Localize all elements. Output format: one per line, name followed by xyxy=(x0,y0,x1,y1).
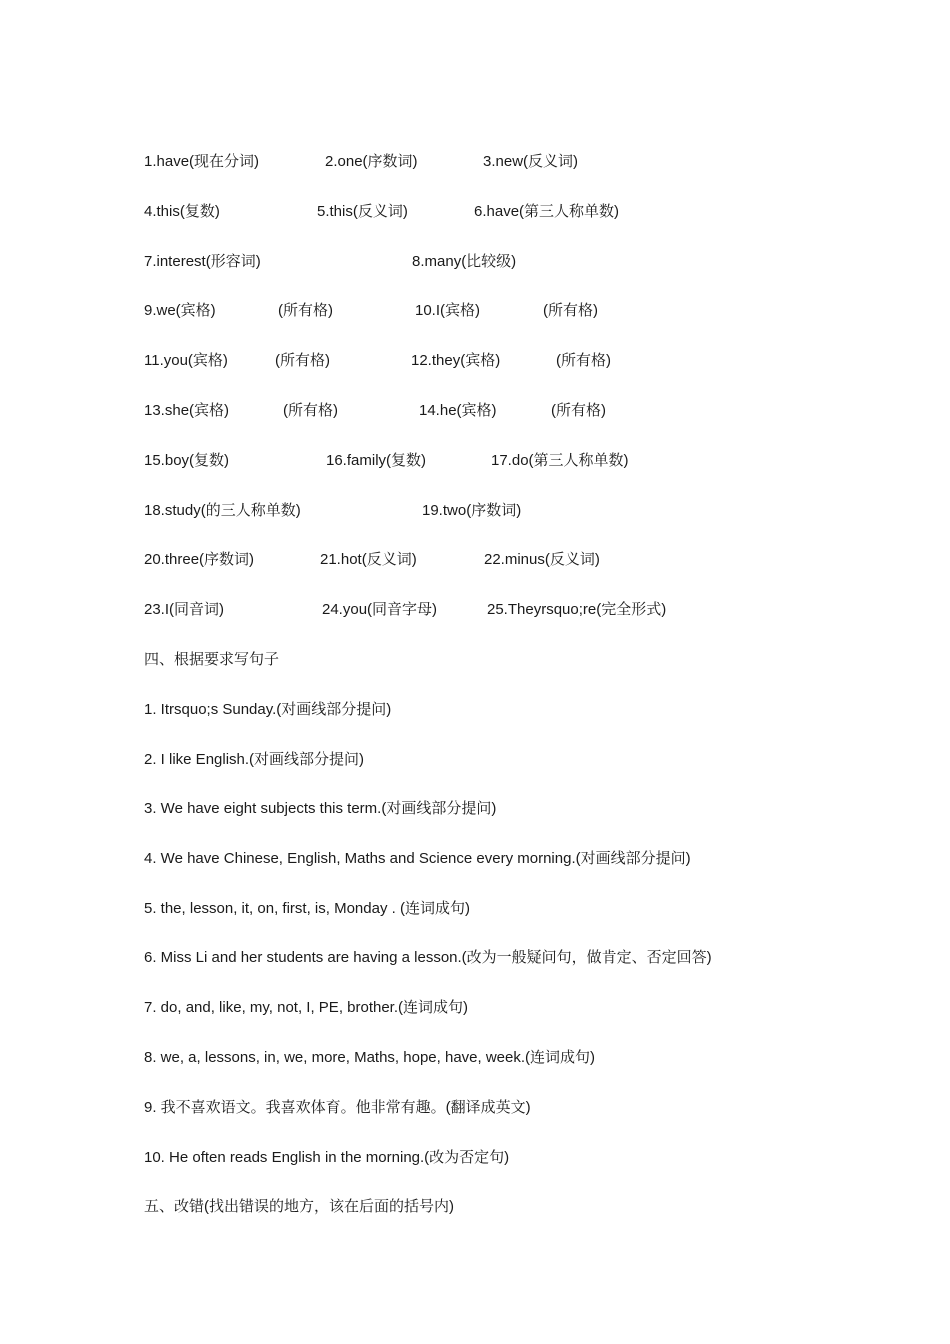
vocab-row-7 xyxy=(144,449,904,473)
vocab-item: 4.this(复数) xyxy=(144,203,220,220)
vocab-item: 5.this(反义词) xyxy=(317,203,408,220)
sentence-item: 2. I like English.(对画线部分提问) xyxy=(144,751,365,768)
vocab-item: 6.have(第三人称单数) xyxy=(474,203,620,220)
vocab-row-4 xyxy=(144,299,904,323)
vocab-item: (所有格) xyxy=(283,402,338,419)
vocab-row-10 xyxy=(144,598,904,622)
vocab-item: (所有格) xyxy=(543,302,598,319)
vocab-item: 20.three(序数词) xyxy=(144,551,255,568)
vocab-item: (所有格) xyxy=(275,352,330,369)
vocab-item: 1.have(现在分词) xyxy=(144,153,260,170)
sentence-item: 6. Miss Li and her students are having a lesson.(改为一般疑问句，做肯定、否定回答) xyxy=(144,949,712,966)
sentence-item: 10. He often reads English in the morning.(改为否定句) xyxy=(144,1149,510,1166)
vocab-item: 21.hot(反义词) xyxy=(320,551,417,568)
vocab-row-9 xyxy=(144,548,904,572)
sentence-item: 7. do, and, like, my, not, I, PE, brother.(连词成句) xyxy=(144,999,469,1016)
sentence-item: 4. We have Chinese, English, Maths and Science every morning.(对画线部分提问) xyxy=(144,850,691,867)
vocab-row-3 xyxy=(144,250,904,274)
vocab-item: 25.Theyrsquo;re(完全形式) xyxy=(487,601,667,618)
vocab-item: 10.I(宾格) xyxy=(415,302,481,319)
vocab-item: 15.boy(复数) xyxy=(144,452,230,469)
sentence-item: 9. 我不喜欢语文。我喜欢体育。他非常有趣。(翻译成英文) xyxy=(144,1099,531,1116)
vocab-item: 2.one(序数词) xyxy=(325,153,418,170)
vocab-item: 12.they(宾格) xyxy=(411,352,501,369)
vocab-row-5 xyxy=(144,349,904,373)
vocab-item: (所有格) xyxy=(551,402,606,419)
vocab-item: 3.new(反义词) xyxy=(483,153,579,170)
vocab-item: 18.study(的三人称单数) xyxy=(144,502,301,519)
vocab-item: 13.she(宾格) xyxy=(144,402,230,419)
vocab-item: 14.he(宾格) xyxy=(419,402,497,419)
vocab-item: (所有格) xyxy=(278,302,333,319)
vocab-item: 7.interest(形容词) xyxy=(144,253,261,270)
vocab-row-2 xyxy=(144,200,904,224)
section-5-title: 五、改错(找出错误的地方，该在后面的括号内) xyxy=(144,1198,454,1215)
vocab-item: 24.you(同音字母) xyxy=(322,601,438,618)
vocab-item: 8.many(比较级) xyxy=(412,253,517,270)
vocab-item: (所有格) xyxy=(556,352,611,369)
vocab-item: 11.you(宾格) xyxy=(144,352,228,369)
vocab-row-8 xyxy=(144,499,904,523)
sentence-item: 1. Itrsquo;s Sunday.(对画线部分提问) xyxy=(144,701,392,718)
vocab-item: 19.two(序数词) xyxy=(422,502,522,519)
vocab-item: 22.minus(反义词) xyxy=(484,551,600,568)
vocab-item: 23.I(同音词) xyxy=(144,601,225,618)
vocab-row-1 xyxy=(144,150,904,174)
vocab-item: 17.do(第三人称单数) xyxy=(491,452,629,469)
sentence-item: 3. We have eight subjects this term.(对画线部分提问) xyxy=(144,800,497,817)
vocab-item: 9.we(宾格) xyxy=(144,302,216,319)
sentence-item: 8. we, a, lessons, in, we, more, Maths, hope, have, week.(连词成句) xyxy=(144,1049,596,1066)
section-4-title: 四、根据要求写句子 xyxy=(144,651,280,668)
vocab-item: 16.family(复数) xyxy=(326,452,427,469)
sentence-item: 5. the, lesson, it, on, first, is, Monday . (连词成句) xyxy=(144,900,470,917)
vocab-row-6 xyxy=(144,399,904,423)
